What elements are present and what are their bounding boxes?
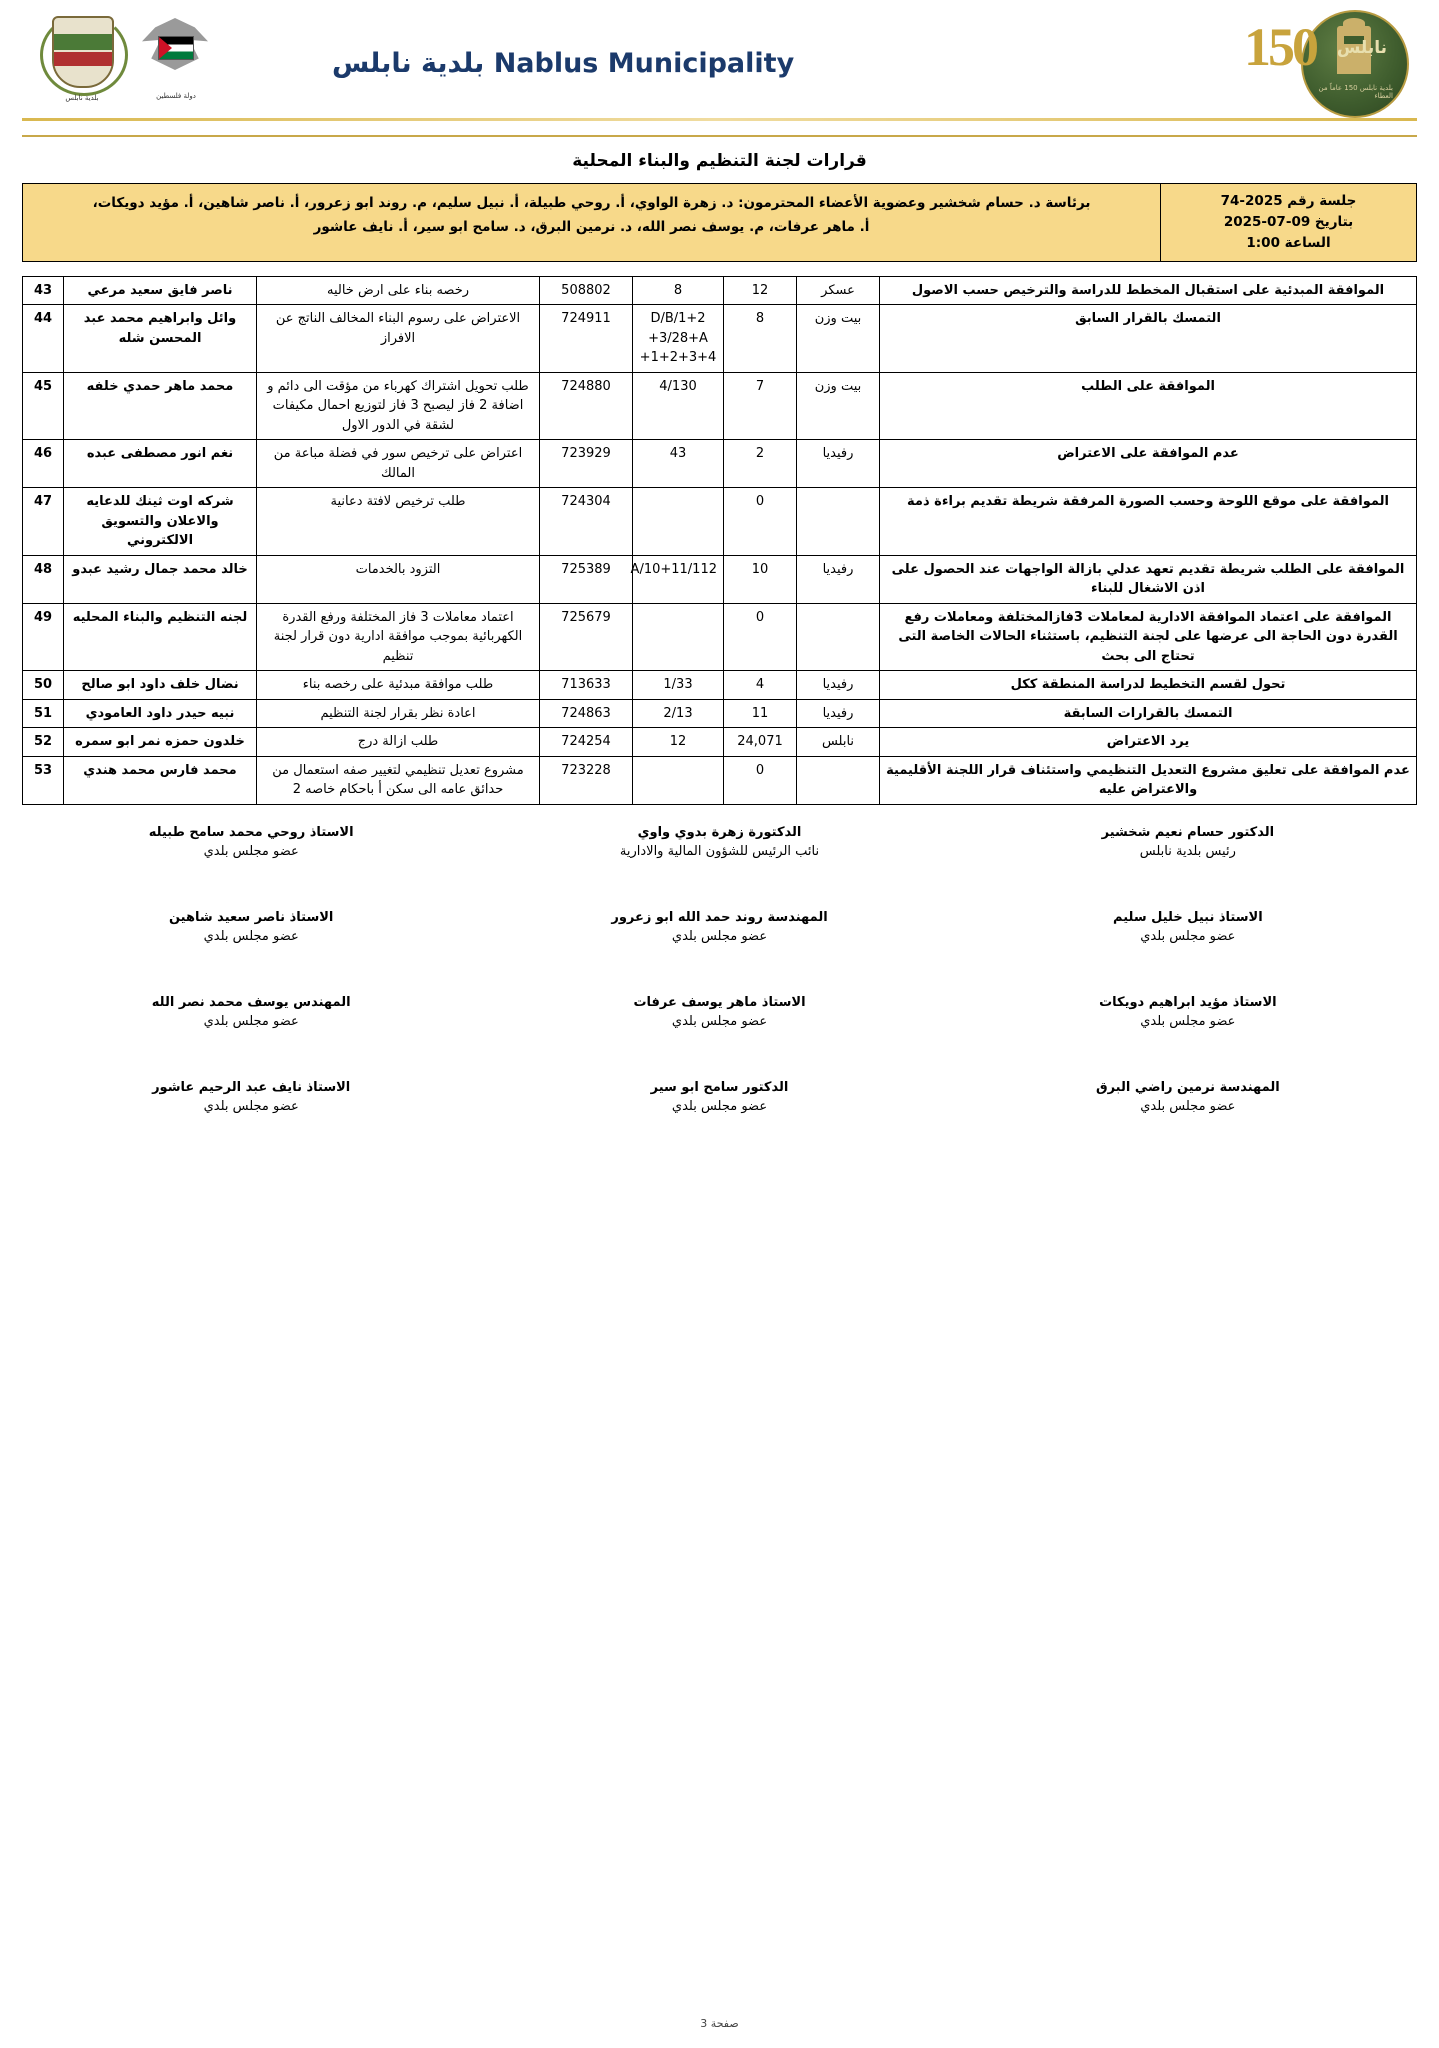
table-row bbox=[23, 276, 1417, 305]
cell-decision: التمسك بالقرارات السابقة bbox=[880, 699, 1417, 728]
cell-area: بيت وزن bbox=[797, 305, 880, 373]
signature-entry bbox=[22, 993, 480, 1032]
state-emblem bbox=[136, 10, 216, 102]
cell-decision: يرد الاعتراض bbox=[880, 728, 1417, 757]
cell-subject: طلب تحويل اشتراك كهرباء من مؤقت الى دائم و اضافة 2 فاز ليصبح 3 فاز لتوزيع احمال مكيفات لشقة في الدور الاول bbox=[257, 372, 540, 440]
attendance-line-1: برئاسة د. حسام شخشير وعضوية الأعضاء المحترمون: د. زهرة الواوي، أ. روحي طبيلة، أ. نبيل سليم، م. روند ابو زعرور، أ. ناصر شاهين، أ. مؤيد دويكات، bbox=[92, 195, 1091, 211]
cell-subject: طلب ازالة درج bbox=[257, 728, 540, 757]
cell-transaction: 723929 bbox=[540, 440, 633, 488]
flag-icon bbox=[158, 36, 194, 60]
signature-role: عضو مجلس بلدي bbox=[1140, 1099, 1236, 1115]
cell-basin: 11 bbox=[724, 699, 797, 728]
cell-basin: 0 bbox=[724, 488, 797, 556]
cell-subject: طلب ترخيص لافتة دعانية bbox=[257, 488, 540, 556]
signature-entry bbox=[959, 993, 1417, 1032]
cell-subject: اعادة نظر بقرار لجنة التنظيم bbox=[257, 699, 540, 728]
signature-role: عضو مجلس بلدي bbox=[203, 1014, 299, 1030]
cell-decision: تحول لقسم التخطيط لدراسة المنطقة ككل bbox=[880, 671, 1417, 700]
cell-transaction: 724304 bbox=[540, 488, 633, 556]
cell-subject: الاعتراض على رسوم البناء المخالف الناتج عن الافراز bbox=[257, 305, 540, 373]
cell-row-number: 46 bbox=[23, 440, 64, 488]
page-footer: صفحة 3 bbox=[700, 2017, 739, 2030]
table-row bbox=[23, 756, 1417, 804]
table-row bbox=[23, 305, 1417, 373]
municipality-emblem bbox=[40, 10, 124, 102]
cell-applicant-name: شركه اوت ثينك للدعايه والاعلان والتسويق الالكتروني bbox=[64, 488, 257, 556]
attendance-line-2: أ. ماهر عرفات، م. يوسف نصر الله، د. نرمين البرق، د. سامح ابو سير، أ. نايف عاشور bbox=[313, 218, 870, 235]
signature-entry bbox=[22, 908, 480, 947]
cell-basin: 2 bbox=[724, 440, 797, 488]
cell-applicant-name: نغم انور مصطفى عبده bbox=[64, 440, 257, 488]
signature-entry bbox=[490, 993, 948, 1032]
cell-row-number: 50 bbox=[23, 671, 64, 700]
cell-transaction: 713633 bbox=[540, 671, 633, 700]
signature-entry bbox=[490, 823, 948, 862]
signature-role: عضو مجلس بلدي bbox=[671, 929, 768, 945]
signature-name: الدكتور حسام نعيم شخشير bbox=[1101, 824, 1275, 840]
cell-decision: عدم الموافقة على تعليق مشروع التعديل التنظيمي واستئناف قرار اللجنة الأقليمية والاعتراض عليه bbox=[880, 756, 1417, 804]
cell-applicant-name: نضال خلف داود ابو صالح bbox=[64, 671, 257, 700]
signature-name: المهندسة نرمين راضي البرق bbox=[1095, 1079, 1280, 1095]
cell-row-number: 47 bbox=[23, 488, 64, 556]
signature-entry bbox=[959, 823, 1417, 862]
cell-piece: 4/130 bbox=[633, 372, 724, 440]
cell-subject: اعتراض على ترخيص سور في فضلة مباعة من المالك bbox=[257, 440, 540, 488]
signature-entry bbox=[959, 908, 1417, 947]
table-row bbox=[23, 671, 1417, 700]
cell-subject: التزود بالخدمات bbox=[257, 555, 540, 603]
cell-subject: رخصه بناء على ارض خاليه bbox=[257, 276, 540, 305]
cell-subject: اعتماد معاملات 3 فاز المختلفة ورفع القدرة الكهربائية بموجب موافقة ادارية دون قرار لجنة تنظيم bbox=[257, 603, 540, 671]
cell-piece: A/10+11/112 bbox=[633, 555, 724, 603]
signature-role: عضو مجلس بلدي bbox=[671, 1099, 768, 1115]
cell-row-number: 45 bbox=[23, 372, 64, 440]
table-row bbox=[23, 440, 1417, 488]
cell-area: رفيديا bbox=[797, 671, 880, 700]
shield-icon bbox=[52, 16, 114, 88]
table-row bbox=[23, 372, 1417, 440]
signature-name: الاستاذ نايف عبد الرحيم عاشور bbox=[152, 1079, 351, 1095]
signature-entry bbox=[22, 1078, 480, 1117]
state-emblem-caption: دولة فلسطين bbox=[156, 92, 196, 100]
cell-basin: 8 bbox=[724, 305, 797, 373]
cell-decision: الموافقة على الطلب bbox=[880, 372, 1417, 440]
municipality-emblem-caption: بلدية نابلس bbox=[65, 94, 99, 102]
cell-piece: 1/33 bbox=[633, 671, 724, 700]
cell-area: رفيديا bbox=[797, 555, 880, 603]
cell-row-number: 44 bbox=[23, 305, 64, 373]
cell-applicant-name: خالد محمد جمال رشيد عبدو bbox=[64, 555, 257, 603]
cell-decision: الموافقة المبدئية على استقبال المخطط للدراسة والترخيص حسب الاصول bbox=[880, 276, 1417, 305]
cell-area: بيت وزن bbox=[797, 372, 880, 440]
signature-role: عضو مجلس بلدي bbox=[203, 1099, 299, 1115]
cell-piece bbox=[633, 488, 724, 556]
brand-title-en: Nablus Municipality bbox=[493, 48, 795, 79]
cell-area bbox=[797, 488, 880, 556]
document-header bbox=[22, 0, 1417, 137]
signature-entry bbox=[22, 823, 480, 862]
cell-basin: 12 bbox=[724, 276, 797, 305]
table-row bbox=[23, 699, 1417, 728]
cell-piece: 8 bbox=[633, 276, 724, 305]
cell-area: رفيديا bbox=[797, 699, 880, 728]
cell-transaction: 725389 bbox=[540, 555, 633, 603]
cell-subject: مشروع تعديل تنظيمي لتغيير صفه استعمال من حدائق عامه الى سكن أ باحكام خاصه 2 bbox=[257, 756, 540, 804]
signature-name: الدكتور سامح ابو سير bbox=[650, 1079, 789, 1095]
session-number: جلسة رقم 2025-74 bbox=[1220, 193, 1357, 209]
cell-applicant-name: وائل وابراهيم محمد عبد المحسن شله bbox=[64, 305, 257, 373]
cell-row-number: 48 bbox=[23, 555, 64, 603]
anniversary-emblem-icon bbox=[1301, 10, 1409, 118]
cell-decision: الموافقة على موقع اللوحة وحسب الصورة المرفقة شريطة تقديم براءة ذمة bbox=[880, 488, 1417, 556]
cell-row-number: 53 bbox=[23, 756, 64, 804]
signature-entry bbox=[959, 1078, 1417, 1117]
cell-decision: التمسك بالقرار السابق bbox=[880, 305, 1417, 373]
anniversary-logo bbox=[1242, 2, 1417, 122]
signature-role: عضو مجلس بلدي bbox=[1140, 929, 1236, 945]
signature-name: الاستاذ نبيل خليل سليم bbox=[1113, 909, 1263, 925]
cell-row-number: 43 bbox=[23, 276, 64, 305]
signature-name: الدكتورة زهرة بدوي واوي bbox=[637, 824, 802, 840]
signature-name: الاستاذ ماهر يوسف عرفات bbox=[633, 994, 806, 1010]
brand-title-ar: بلدية نابلس bbox=[332, 48, 485, 79]
signature-entry bbox=[490, 1078, 948, 1117]
table-row bbox=[23, 555, 1417, 603]
cell-row-number: 51 bbox=[23, 699, 64, 728]
cell-applicant-name: خلدون حمزه نمر ابو سمره bbox=[64, 728, 257, 757]
signature-role: عضو مجلس بلدي bbox=[203, 929, 299, 945]
cell-piece bbox=[633, 603, 724, 671]
signature-role: عضو مجلس بلدي bbox=[203, 844, 299, 860]
cell-basin: 10 bbox=[724, 555, 797, 603]
cell-piece bbox=[633, 756, 724, 804]
cell-applicant-name: محمد ماهر حمدي خلفه bbox=[64, 372, 257, 440]
cell-area bbox=[797, 603, 880, 671]
cell-decision: عدم الموافقة على الاعتراض bbox=[880, 440, 1417, 488]
cell-applicant-name: ناصر فايق سعيد مرعي bbox=[64, 276, 257, 305]
signature-name: الاستاذ روحي محمد سامح طبيله bbox=[148, 824, 354, 840]
cell-transaction: 724880 bbox=[540, 372, 633, 440]
brand-title bbox=[332, 48, 794, 79]
page-title: قرارات لجنة التنظيم والبناء المحلية bbox=[572, 151, 867, 171]
session-time: الساعة 1:00 bbox=[1246, 234, 1331, 251]
cell-basin: 0 bbox=[724, 603, 797, 671]
cell-area: عسكر bbox=[797, 276, 880, 305]
cell-basin: 7 bbox=[724, 372, 797, 440]
session-info-bar bbox=[22, 183, 1417, 262]
cell-decision: الموافقة على الطلب شريطة تقديم تعهد عدلي بازالة الواجهات عند الحصول على اذن الاشغال للبناء bbox=[880, 555, 1417, 603]
cell-piece: D/B/1+2 +3/28+A +1+2+3+4 bbox=[633, 305, 724, 373]
cell-piece: 2/13 bbox=[633, 699, 724, 728]
signature-entry bbox=[490, 908, 948, 947]
cell-area bbox=[797, 756, 880, 804]
cell-row-number: 49 bbox=[23, 603, 64, 671]
table-row bbox=[23, 728, 1417, 757]
cell-piece: 12 bbox=[633, 728, 724, 757]
table-row bbox=[23, 603, 1417, 671]
signature-name: الاستاذ ناصر سعيد شاهين bbox=[168, 909, 334, 925]
cell-row-number: 52 bbox=[23, 728, 64, 757]
cell-applicant-name: لجنه التنظيم والبناء المحليه bbox=[64, 603, 257, 671]
cell-applicant-name: محمد فارس محمد هندي bbox=[64, 756, 257, 804]
cell-transaction: 724911 bbox=[540, 305, 633, 373]
signature-block bbox=[22, 823, 1417, 1117]
cell-area: نابلس bbox=[797, 728, 880, 757]
session-meta bbox=[1160, 184, 1416, 261]
cell-transaction: 724863 bbox=[540, 699, 633, 728]
signature-role: عضو مجلس بلدي bbox=[671, 1014, 768, 1030]
session-attendance bbox=[23, 184, 1160, 261]
header-divider bbox=[22, 118, 1417, 121]
cell-transaction: 508802 bbox=[540, 276, 633, 305]
cell-subject: طلب موافقة مبدئية على رخصه بناء bbox=[257, 671, 540, 700]
cell-decision: الموافقة على اعتماد الموافقة الادارية لمعاملات 3فازالمختلفة ومعاملات رفع القدرة دون الحاجة الى عرضها على لجنة التنظيم، باستثناء الحالات الخاصة التى تحتاج الى بحث bbox=[880, 603, 1417, 671]
signature-name: الاستاذ مؤيد ابراهيم دويكات bbox=[1099, 994, 1277, 1010]
cell-piece: 43 bbox=[633, 440, 724, 488]
header-emblems bbox=[40, 10, 216, 102]
signature-role: نائب الرئيس للشؤون المالية والادارية bbox=[619, 844, 820, 860]
cell-basin: 0 bbox=[724, 756, 797, 804]
cell-applicant-name: نبيه حيدر داود العامودي bbox=[64, 699, 257, 728]
cell-transaction: 723228 bbox=[540, 756, 633, 804]
cell-basin: 24,071 bbox=[724, 728, 797, 757]
table-row bbox=[23, 488, 1417, 556]
anniversary-sublabel: بلدية نابلس 150 عاماً من العطاء bbox=[1318, 84, 1393, 100]
cell-transaction: 725679 bbox=[540, 603, 633, 671]
anniversary-number: 150 bbox=[1244, 17, 1316, 77]
cell-basin: 4 bbox=[724, 671, 797, 700]
cell-area: رفيديا bbox=[797, 440, 880, 488]
anniversary-label: نابلس bbox=[1336, 38, 1387, 58]
session-date: بتاريخ 09-07-2025 bbox=[1223, 213, 1354, 230]
signature-name: المهندس يوسف محمد نصر الله bbox=[151, 994, 351, 1010]
signature-name: المهندسة روند حمد الله ابو زعرور bbox=[611, 909, 828, 925]
cell-transaction: 724254 bbox=[540, 728, 633, 757]
decisions-table bbox=[22, 276, 1417, 805]
signature-role: رئيس بلدية نابلس bbox=[1139, 844, 1236, 860]
signature-role: عضو مجلس بلدي bbox=[1140, 1014, 1236, 1030]
